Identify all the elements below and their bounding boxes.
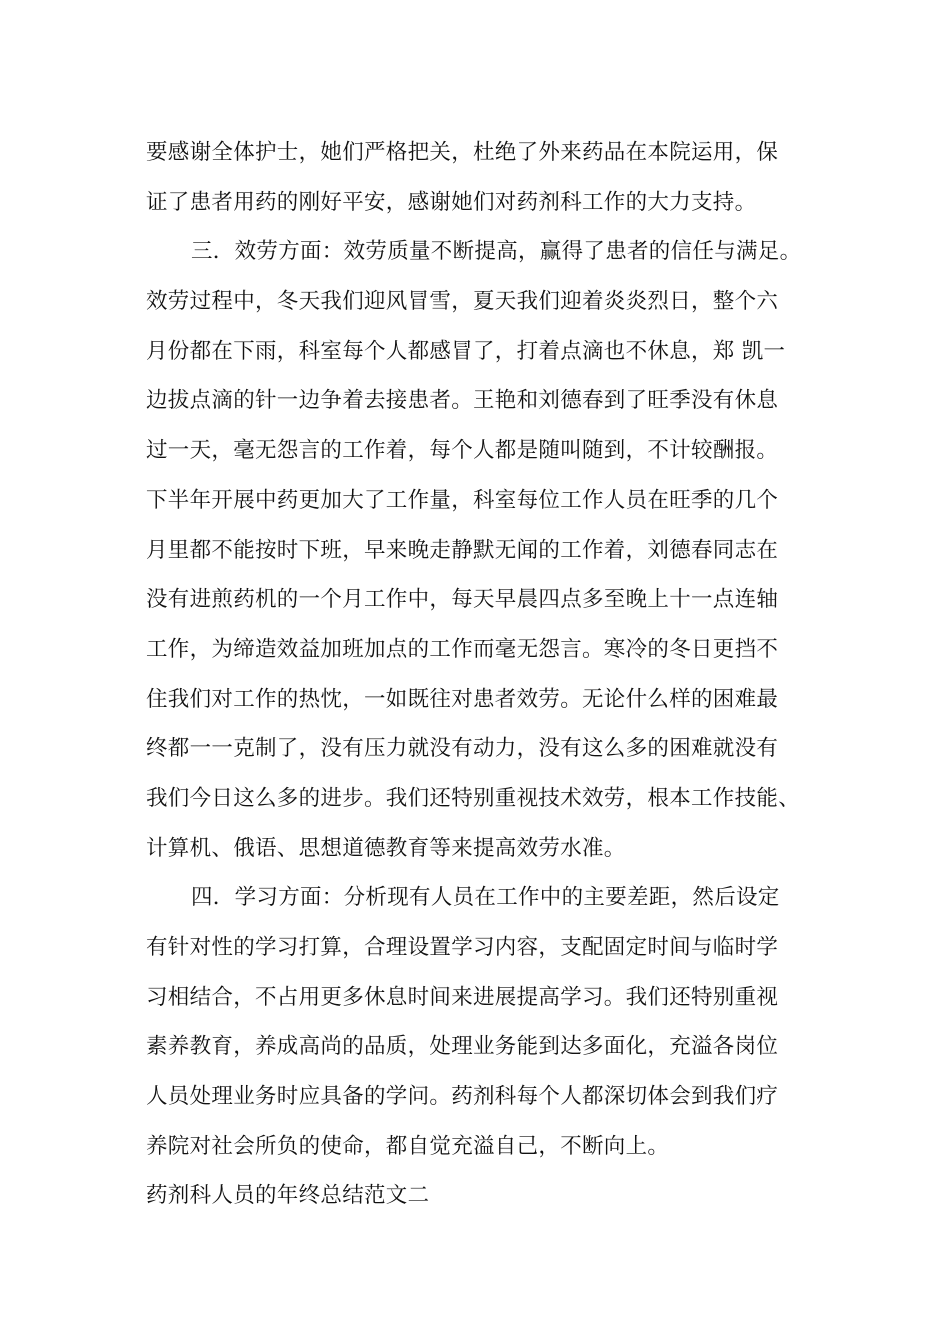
text-line: 月份都在下雨，科室每个人都感冒了，打着点滴也不休息，郑 凯一 [146,338,786,364]
text-line: 下半年开展中药更加大了工作量，科室每位工作人员在旺季的几个 [146,487,779,513]
text-line: 素养教育，养成高尚的品质，处理业务能到达多面化，充溢各岗位 [146,1034,779,1060]
document-body [146,128,836,1221]
text-line: 工作，为缔造效益加班加点的工作而毫无怨言。寒冷的冬日更挡不 [146,636,779,662]
text-line: 养院对社会所负的使命，都自觉充溢自己，不断向上。 [146,1133,670,1159]
text-line: 计算机、俄语、思想道德教育等来提高效劳水准。 [146,835,626,861]
text-line: 终都一一克制了，没有压力就没有动力，没有这么多的困难就没有 [146,736,779,762]
text-line: 我们今日这么多的进步。我们还特别重视技术效劳，根本工作技能、 [146,785,801,811]
text-line: 效劳过程中，冬天我们迎风冒雪，夏天我们迎着炎炎烈日，整个六 [146,289,779,315]
text-line: 过一天，毫无怨言的工作着，每个人都是随叫随到，不计较酬报。 [146,438,779,464]
text-line: 住我们对工作的热忱，一如既往对患者效劳。无论什么样的困难最 [146,686,779,712]
text-line: 要感谢全体护士，她们严格把关，杜绝了外来药品在本院运用，保 [146,140,779,165]
section-heading-line: 三．效劳方面：效劳质量不断提高，赢得了患者的信任与满足。 [191,239,802,265]
text-line: 没有进煎药机的一个月工作中，每天早晨四点多至晚上十一点连轴 [146,587,779,613]
text-line: 月里都不能按时下班，早来晚走静默无闻的工作着，刘德春同志在 [146,537,779,563]
section-heading-line: 四．学习方面：分析现有人员在工作中的主要差距，然后设定 [191,885,780,911]
text-line: 有针对性的学习打算，合理设置学习内容，支配固定时间与临时学 [146,935,779,960]
document-title-line: 药剂科人员的年终总结范文二 [146,1183,430,1209]
text-line: 习相结合，不占用更多休息时间来进展提高学习。我们还特别重视 [146,984,779,1010]
text-line: 边拔点滴的针一边争着去接患者。王艳和刘德春到了旺季没有休息 [146,388,779,414]
text-line: 证了患者用药的刚好平安，感谢她们对药剂科工作的大力支持。 [146,189,757,215]
text-line: 人员处理业务时应具备的学问。药剂科每个人都深切体会到我们疗 [146,1084,779,1110]
